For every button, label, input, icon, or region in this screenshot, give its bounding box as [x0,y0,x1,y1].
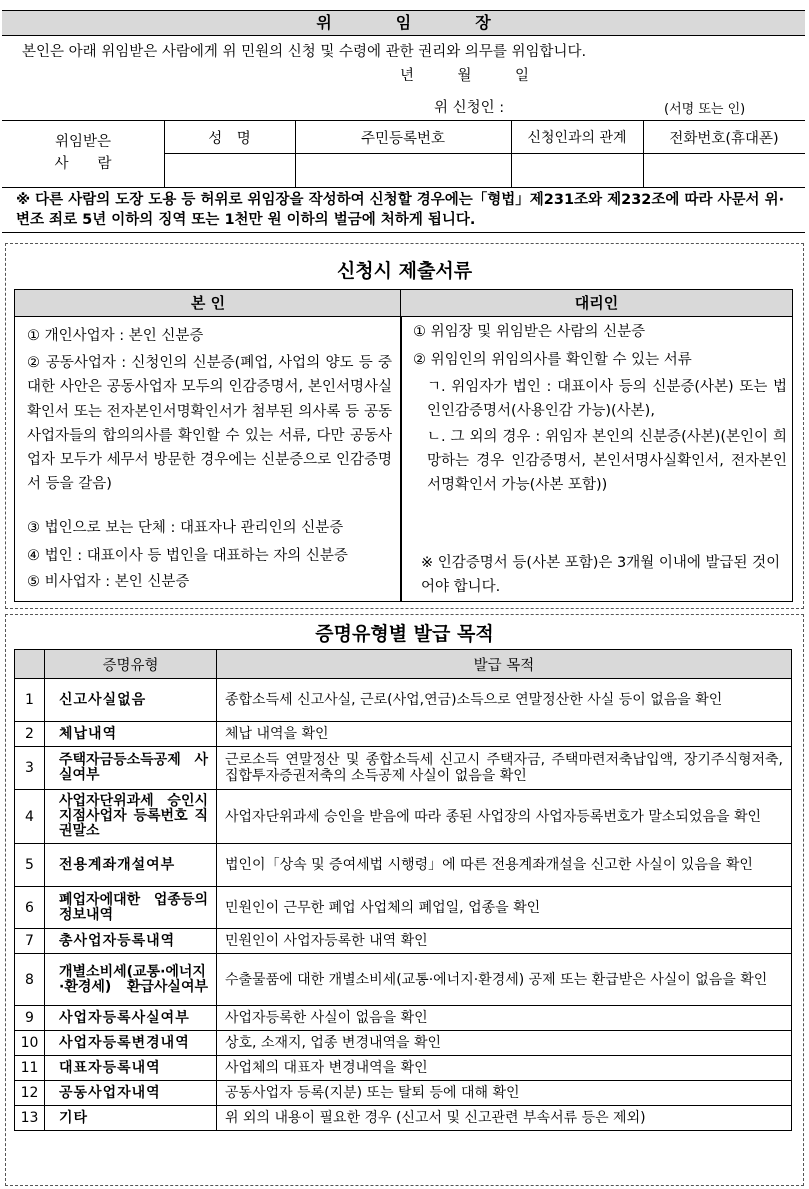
type-header: 증명유형 [45,650,217,679]
row-number: 10 [15,1031,45,1056]
phone-field[interactable] [644,154,805,187]
purpose-box [5,614,804,1186]
col-phone: 전화번호(휴대폰) [669,131,779,147]
table-row [15,747,792,790]
row-number: 8 [15,954,45,1006]
cert-type: 폐업자에대한 업종등의 정보내역 [45,887,217,929]
agent-docs-cell [400,316,793,602]
issue-purpose: 사업체의 대표자 변경내역을 확인 [217,1056,792,1081]
table-row [15,887,792,929]
purpose-title: 증명유형별 발급 목적 [315,623,494,645]
poa-statement: 본인은 아래 위임받은 사람에게 위 민원의 신청 및 수령에 관한 권리와 의무를 위임합니다. [22,44,587,60]
row-number: 9 [15,1006,45,1031]
signature-note: (서명 또는 인) [664,102,746,117]
col-name: 성 명 [208,131,251,147]
issue-purpose: 법인이「상속 및 증여세법 시행령」에 따른 전용계좌개설을 신고한 사실이 있음을 확인 [217,844,792,887]
table-row [15,790,792,844]
cert-type: 개별소비세(교통·에너지·환경세) 환급사실여부 [45,954,217,1006]
row-number: 5 [15,844,45,887]
poa-title: 위 임 장 [2,10,805,36]
poa-date-line: 년 월 일 [400,68,530,84]
table-row [15,1106,792,1131]
col-relationship: 신청인과의 관계 [527,130,627,146]
relationship-field[interactable] [512,154,643,187]
issue-purpose: 종합소득세 신고사실, 근로(사업,연금)소득으로 연말정산한 사실 등이 없음을 확인 [217,679,792,722]
self-item-3: ③ 법인으로 보는 단체 : 대표자나 관리인의 신분증 [27,520,344,536]
cert-type: 신고사실없음 [45,679,217,722]
table-row [15,1056,792,1081]
table-row [15,679,792,722]
no-header [15,650,45,679]
row-number: 13 [15,1106,45,1131]
self-header: 본 인 [14,289,402,317]
agent-sub-2: ㄴ. 그 외의 경우 : 위임자 본인의 신분증(사본)(본인이 희망하는 경우 인감증명서, 본인서명사실확인서, 전자본인서명확인서 가능(사본 포함)) [427,429,787,493]
cert-type: 체납내역 [45,722,217,747]
cert-type: 기타 [45,1106,217,1131]
applicant-label: 위 신청인 : [434,100,505,116]
row-number: 7 [15,929,45,954]
delegate-table [2,120,805,188]
table-row [15,1081,792,1106]
table-row [15,722,792,747]
docs-title: 신청시 제출서류 [336,260,473,282]
self-item-1: ① 개인사업자 : 본인 신분증 [27,328,204,344]
cert-type: 총사업자등록내역 [45,929,217,954]
table-row [15,1031,792,1056]
resident-no-field[interactable] [296,154,511,187]
row-number: 3 [15,747,45,790]
cert-type: 사업자등록사실여부 [45,1006,217,1031]
self-item-2: ② 공동사업자 : 신청인의 신분증(폐업, 사업의 양도 등 중대한 사안은 공동사업자 모두의 인감증명서, 본인서명사실확인서 또는 전자본인서명확인서가 첨부된 의사록 등 공동사업자들의 합의의사를 확인할 수 있는 서류, 다만 공동사업자 모두가 세무서 방문한 경우에는 신분증으로 인감증명서 등을 갈음) [27,355,392,493]
issue-purpose: 위 외의 내용이 필요한 경우 (신고서 및 신고관련 부속서류 등은 제외) [217,1106,792,1131]
row-number: 6 [15,887,45,929]
agent-header: 대리인 [400,289,793,317]
issue-purpose: 민원인이 근무한 폐업 사업체의 폐업일, 업종을 확인 [217,887,792,929]
issue-purpose: 민원인이 사업자등록한 내역 확인 [217,929,792,954]
row-number: 1 [15,679,45,722]
table-row [15,929,792,954]
issue-purpose: 공동사업자 등록(지분) 또는 탈퇴 등에 대해 확인 [217,1081,792,1106]
issue-purpose: 사업자등록한 사실이 없음을 확인 [217,1006,792,1031]
poa-section [2,4,805,232]
row-number: 2 [15,722,45,747]
agent-sub-1: ㄱ. 위임자가 법인 : 대표이사 등의 신분증(사본) 또는 법인인감증명서(사용인감 가능)(사본), [427,379,787,419]
agent-item-1: ① 위임장 및 위임받은 사람의 신분증 [413,324,646,340]
table-row [15,954,792,1006]
purpose-header: 발급 목적 [217,650,792,679]
cert-type: 공동사업자내역 [45,1081,217,1106]
issue-purpose: 체납 내역을 확인 [217,722,792,747]
cert-type: 전용계좌개설여부 [45,844,217,887]
self-item-4: ④ 법인 : 대표이사 등 법인을 대표하는 자의 신분증 [27,548,348,564]
cert-type: 사업자단위과세 승인시 지점사업자 등록번호 직권말소 [45,790,217,844]
table-row [15,1006,792,1031]
delegate-label: 위임받은 사 람 [54,134,112,172]
row-number: 11 [15,1056,45,1081]
purpose-table [14,649,792,1131]
row-number: 12 [15,1081,45,1106]
col-resident-no: 주민등록번호 [360,131,446,147]
self-item-5: ⑤ 비사업자 : 본인 신분증 [27,574,190,590]
agent-note: ※ 인감증명서 등(사본 포함)은 3개월 이내에 발급된 것이어야 합니다. [421,555,781,595]
agent-item-2: ② 위임인의 위임의사를 확인할 수 있는 서류 [413,352,692,368]
issue-purpose: 사업자단위과세 승인을 받음에 따라 종된 사업장의 사업자등록번호가 말소되었음을 확인 [217,790,792,844]
cert-type: 대표자등록내역 [45,1056,217,1081]
cert-type: 사업자등록변경내역 [45,1031,217,1056]
table-row [15,844,792,887]
name-field[interactable] [165,154,295,187]
self-docs-cell [14,316,402,602]
issue-purpose: 상호, 소재지, 업종 변경내역을 확인 [217,1031,792,1056]
submission-docs-box [5,243,804,609]
forgery-warning: ※ 다른 사람의 도장 도용 등 허위로 위임장을 작성하여 신청할 경우에는「형법」제231조와 제232조에 따라 사문서 위·변조 죄로 5년 이하의 징역 또는 1천만 원 이하의 벌금에 처하게 됩니다. [16,192,785,228]
cert-type: 주택자금등소득공제 사실여부 [45,747,217,790]
issue-purpose: 수출물품에 대한 개별소비세(교통·에너지·환경세) 공제 또는 환급받은 사실이 없음을 확인 [217,954,792,1006]
issue-purpose: 근로소득 연말정산 및 종합소득세 신고시 주택자금, 주택마련저축납입액, 장기주식형저축, 집합투자증권저축의 소득공제 사실이 없음을 확인 [217,747,792,790]
row-number: 4 [15,790,45,844]
